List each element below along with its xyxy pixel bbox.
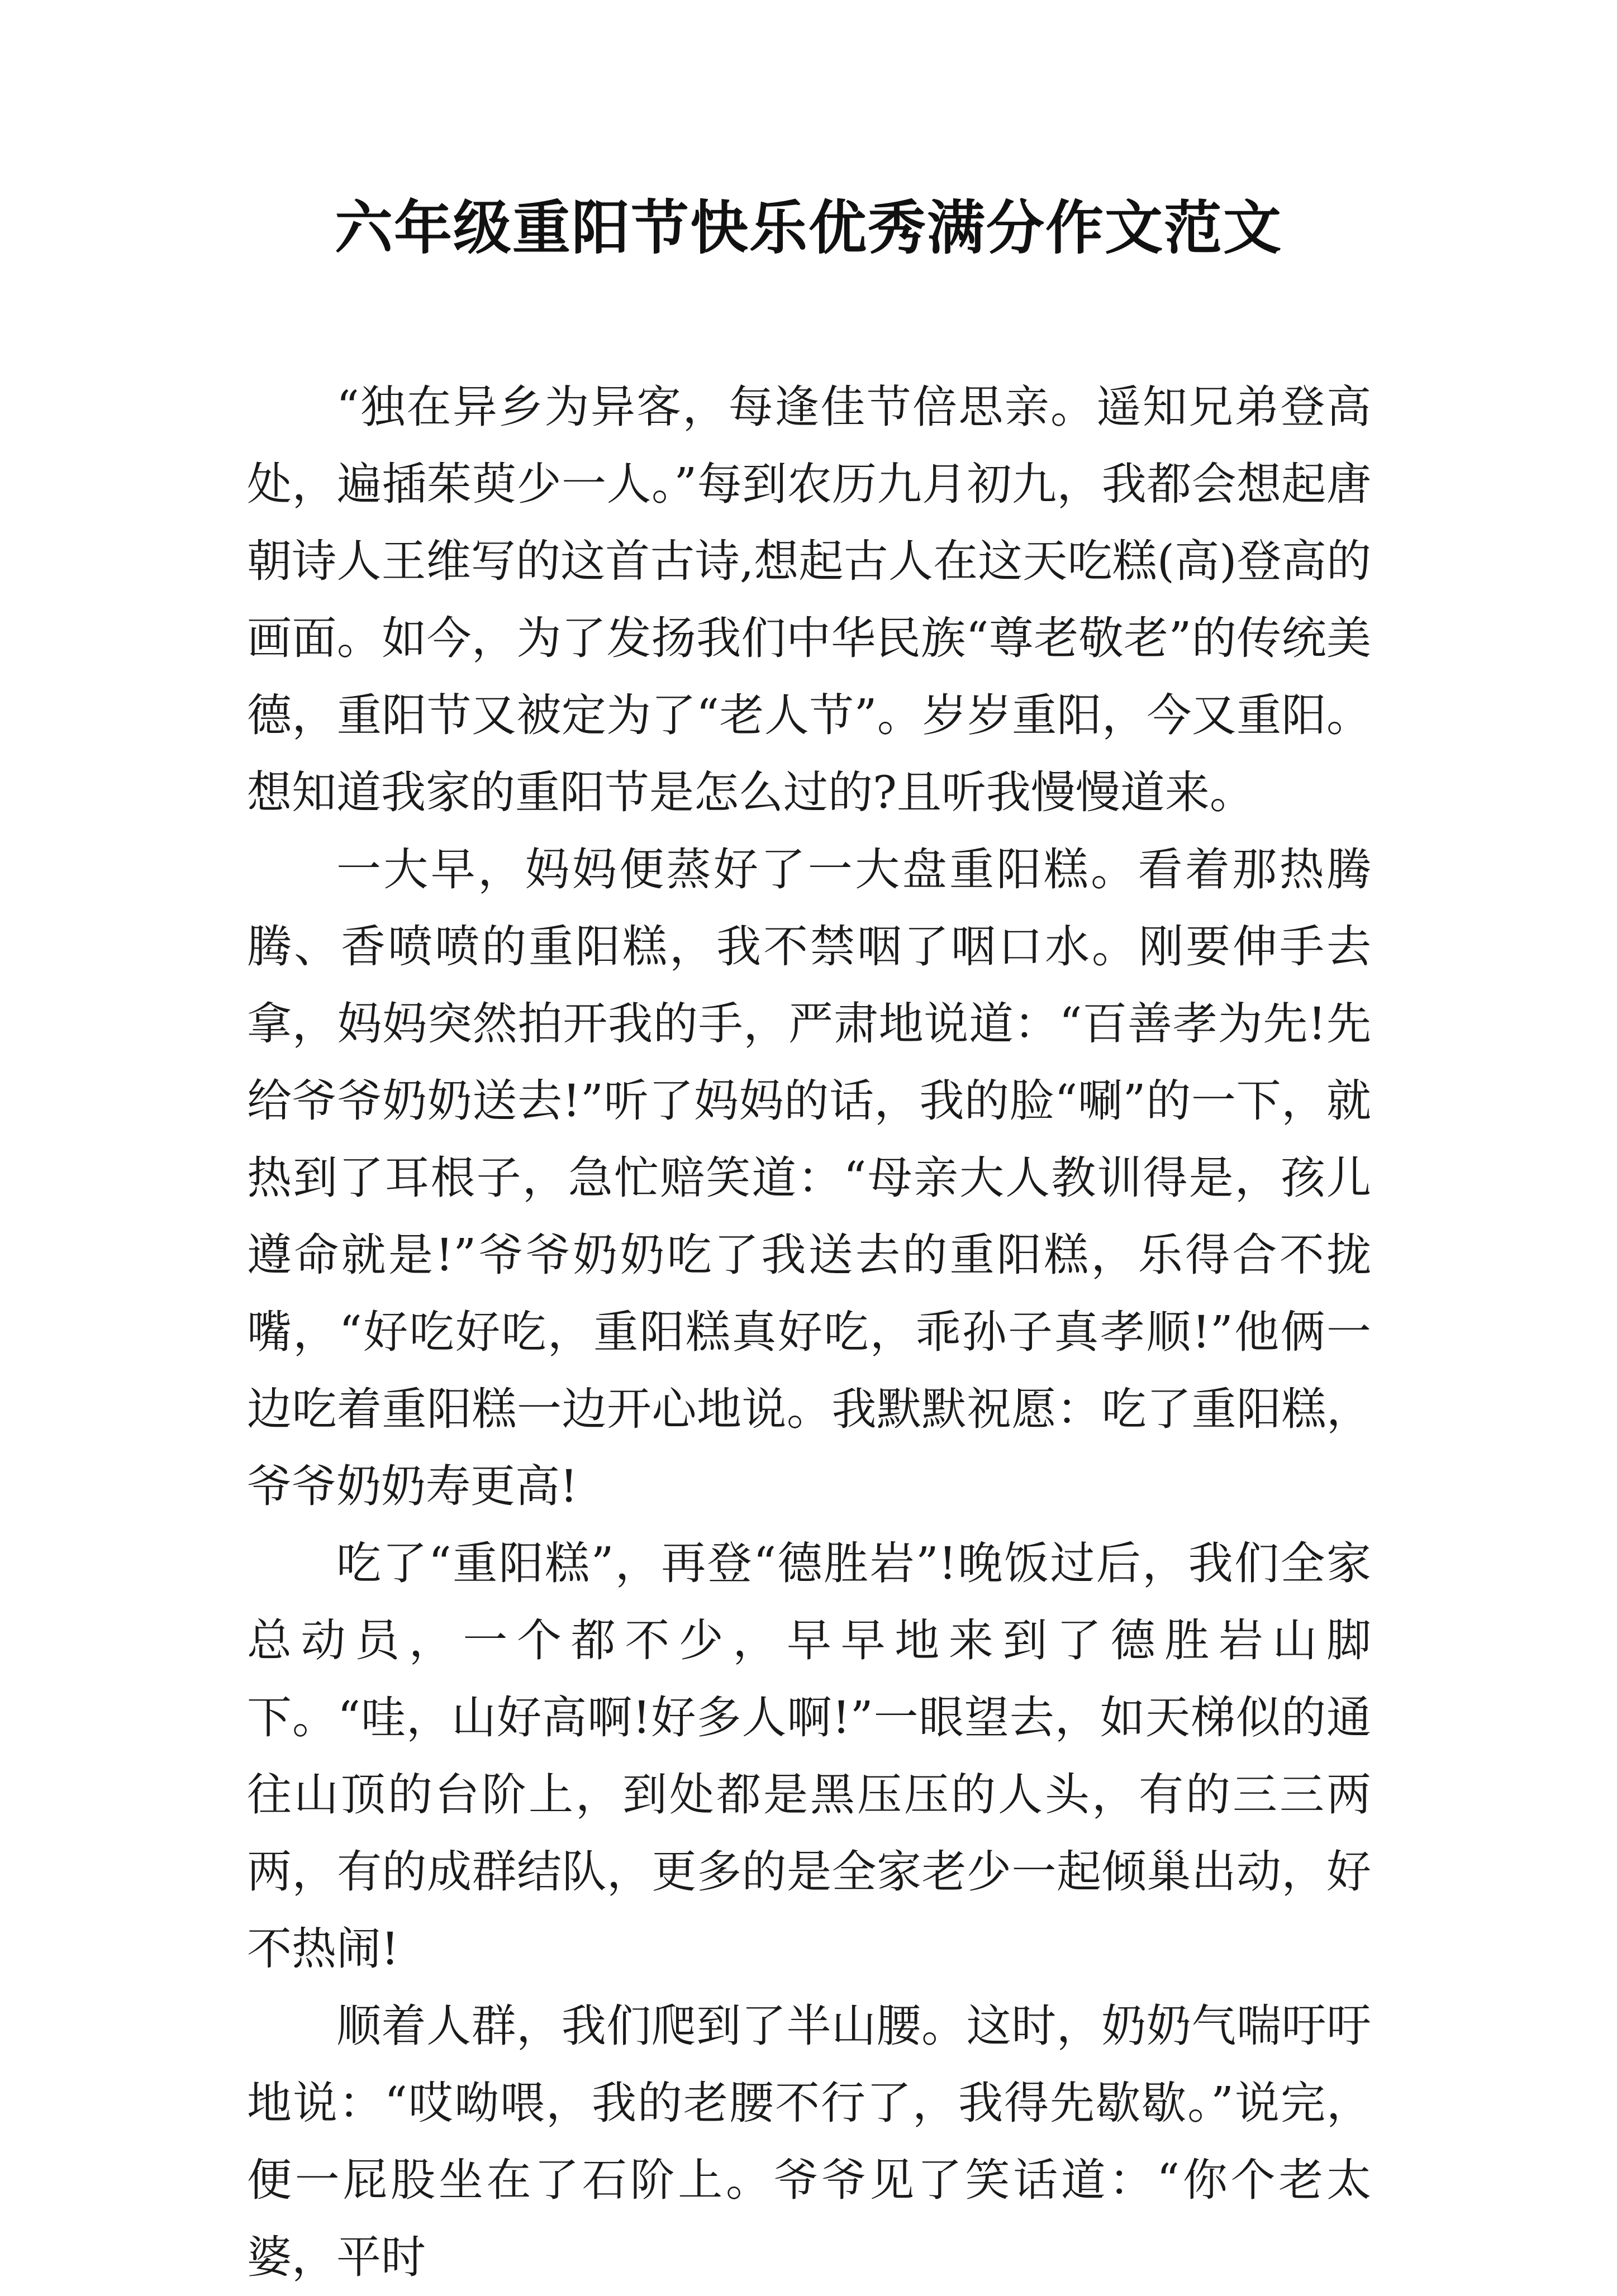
document-title: 六年级重阳节快乐优秀满分作文范文 [334, 193, 1282, 262]
paragraph: 吃了“重阳糕”，再登“德胜岩”!晚饭过后，我们全家总动员，一个都不少，早早地来到了德胜岩山脚下。“哇，山好高啊!好多人啊!”一眼望去，如天梯似的通往山顶的台阶上，到处都是黑压压的人头，有的三三两两，有的成群结队，更多的是全家老少一起倾巢出动，好不热闹! [247, 1537, 1371, 1975]
paragraph: “独在异乡为异客，每逢佳节倍思亲。遥知兄弟登高处，遍插茱萸少一人。”每到农历九月初九，我都会想起唐朝诗人王维写的这首古诗,想起古人在这天吃糕(高)登高的画面。如今，为了发扬我们中华民族“尊老敬老”的传统美德，重阳节又被定为了“老人节”。岁岁重阳，今又重阳。想知道我家的重阳节是怎么过的?且听我慢慢道来。 [247, 381, 1371, 818]
paragraph: 顺着人群，我们爬到了半山腰。这时，奶奶气喘吁吁地说：“哎呦喂，我的老腰不行了，我得先歇歇。”说完，便一屁股坐在了石阶上。爷爷见了笑话道：“你个老太婆，平时 [247, 2000, 1371, 2283]
paragraph: 一大早，妈妈便蒸好了一大盘重阳糕。看着那热腾腾、香喷喷的重阳糕，我不禁咽了咽口水。刚要伸手去拿，妈妈突然拍开我的手，严肃地说道：“百善孝为先!先给爷爷奶奶送去!”听了妈妈的话，我的脸“唰”的一下，就热到了耳根子，急忙赔笑道：“母亲大人教训得是，孩儿遵命就是!”爷爷奶奶吃了我送去的重阳糕，乐得合不拢嘴，“好吃好吃，重阳糕真好吃，乖孙子真孝顺!”他俩一边吃着重阳糕一边开心地说。我默默祝愿：吃了重阳糕，爷爷奶奶寿更高! [247, 844, 1371, 1512]
document-body [247, 369, 1371, 2296]
